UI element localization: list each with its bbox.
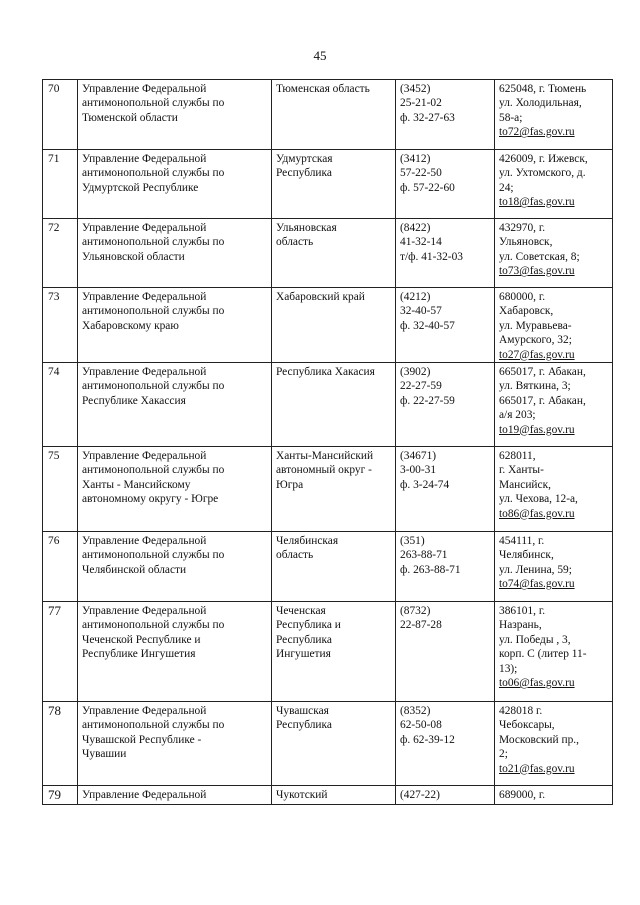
- table-row: [43, 80, 613, 150]
- table-row: [43, 447, 613, 532]
- phone-cell-line: ф. 57-22-60: [400, 181, 455, 194]
- address-cell-line: 454111, г.: [499, 535, 545, 548]
- page-number: 45: [313, 48, 327, 63]
- phone-cell-line: (8352): [400, 705, 431, 718]
- office-name-cell: [78, 532, 272, 602]
- phone-cell-line: 32-40-57: [400, 305, 442, 318]
- address-cell-line: 665017, г. Абакан,: [499, 394, 586, 407]
- region-cell-line: Югра: [276, 478, 304, 491]
- row-number-cell: 77: [43, 602, 78, 702]
- region-cell-line: Чеченская: [276, 605, 326, 618]
- office-name-cell-line: Тюменской области: [82, 111, 178, 124]
- phone-cell-line: (8732): [400, 605, 431, 618]
- phone-cell-line: (3902): [400, 366, 431, 379]
- row-number-cell: 74: [43, 363, 78, 447]
- phone-cell-line: 22-87-28: [400, 619, 442, 632]
- address-cell-line: ул. Ленина, 59;: [499, 563, 572, 576]
- region-cell-line: область: [276, 236, 314, 249]
- phone-cell-line: 22-27-59: [400, 380, 442, 393]
- address-cell: [495, 602, 613, 702]
- address-cell-line: 432970, г.: [499, 222, 546, 234]
- office-name-cell-line: Удмуртской Республике: [82, 181, 199, 194]
- phone-cell-line: (3452): [400, 83, 431, 95]
- office-name-cell-line: Управление Федеральной: [82, 535, 207, 548]
- region-cell: [272, 219, 396, 288]
- table-row: [43, 702, 613, 786]
- address-cell: [495, 363, 613, 447]
- address-cell-line: ул. Ухтомского, д.: [499, 167, 586, 180]
- phone-cell-line: 25-21-02: [400, 97, 442, 110]
- region-cell-line: Республика и: [276, 619, 341, 632]
- phone-cell-line: (34671): [400, 450, 437, 463]
- address-cell: [495, 532, 613, 602]
- phone-cell-line: (427-22): [400, 789, 440, 802]
- office-name-cell-line: Управление Федеральной: [82, 789, 207, 802]
- office-name-cell-line: антимонопольной службы по: [82, 719, 225, 732]
- office-name-cell-line: Хабаровскому краю: [82, 319, 179, 332]
- office-name-cell: [78, 702, 272, 786]
- address-cell-line: 24;: [499, 181, 514, 194]
- address-cell: [495, 702, 613, 786]
- table-row: [43, 363, 613, 447]
- email-link[interactable]: to21@fas.gov.ru: [499, 762, 575, 775]
- phone-cell-line: ф. 32-40-57: [400, 319, 455, 332]
- region-cell: [272, 288, 396, 363]
- address-cell-line: ул. Муравьева-: [499, 319, 572, 332]
- phone-cell-line: (3412): [400, 153, 431, 165]
- address-cell-line: Чебоксары,: [499, 719, 555, 732]
- address-cell-line: 625048, г. Тюмень: [499, 83, 587, 95]
- office-name-cell-line: Республике Ингушетия: [82, 648, 196, 661]
- table-row: [43, 150, 613, 219]
- phone-cell: [396, 80, 495, 150]
- phone-cell: [396, 363, 495, 447]
- address-cell-line: 665017, г. Абакан,: [499, 366, 586, 379]
- office-name-cell: [78, 786, 272, 805]
- phone-cell: [396, 150, 495, 219]
- office-name-cell-line: Чувашской Республике -: [82, 733, 202, 746]
- region-cell-line: Челябинская: [276, 535, 339, 548]
- phone-cell-line: 263-88-71: [400, 549, 448, 562]
- address-cell-line: ул. Советская, 8;: [499, 250, 580, 263]
- email-link[interactable]: to74@fas.gov.ru: [499, 578, 575, 591]
- office-name-cell: [78, 602, 272, 702]
- office-name-cell: [78, 447, 272, 532]
- phone-cell-line: ф. 22-27-59: [400, 394, 455, 407]
- region-cell-line: Республика Хакасия: [276, 366, 375, 379]
- table-row: [43, 532, 613, 602]
- office-name-cell-line: Управление Федеральной: [82, 83, 207, 95]
- phone-cell: [396, 447, 495, 532]
- office-name-cell-line: Ульяновской области: [82, 250, 185, 263]
- address-cell-line: ул. Холодильная,: [499, 97, 582, 110]
- address-cell-line: г. Ханты-: [499, 464, 544, 477]
- row-number-cell: 72: [43, 219, 78, 288]
- office-name-cell-line: антимонопольной службы по: [82, 167, 225, 180]
- region-cell: [272, 702, 396, 786]
- region-cell: [272, 786, 396, 805]
- office-name-cell-line: автономному округу - Югре: [82, 493, 219, 506]
- table-row: [43, 219, 613, 288]
- office-name-cell-line: Управление Федеральной: [82, 705, 207, 718]
- office-name-cell-line: Управление Федеральной: [82, 366, 207, 379]
- region-cell-line: Удмуртская: [276, 153, 333, 165]
- phone-cell-line: ф. 3-24-74: [400, 478, 450, 491]
- address-cell-line: ул. Чехова, 12-а,: [499, 493, 578, 506]
- address-cell-line: 2;: [499, 748, 508, 761]
- row-number-cell: 71: [43, 150, 78, 219]
- region-cell-line: Ульяновская: [276, 222, 337, 234]
- address-cell-line: Амурского, 32;: [499, 334, 572, 347]
- row-number-cell: 76: [43, 532, 78, 602]
- address-cell-line: 13);: [499, 662, 518, 675]
- region-cell: [272, 532, 396, 602]
- row-number-cell: 79: [43, 786, 78, 805]
- office-name-cell-line: Республике Хакассия: [82, 394, 186, 407]
- office-name-cell-line: антимонопольной службы по: [82, 464, 225, 477]
- address-cell-line: Хабаровск,: [499, 305, 554, 318]
- office-name-cell-line: антимонопольной службы по: [82, 97, 225, 110]
- address-cell: [495, 786, 613, 805]
- office-name-cell: [78, 80, 272, 150]
- phone-cell: [396, 786, 495, 805]
- region-cell: [272, 602, 396, 702]
- phone-cell: [396, 288, 495, 363]
- office-name-cell-line: антимонопольной службы по: [82, 305, 225, 318]
- office-name-cell-line: Управление Федеральной: [82, 605, 207, 618]
- address-cell-line: 689000, г.: [499, 789, 546, 802]
- phone-cell-line: т/ф. 41-32-03: [400, 250, 463, 263]
- office-name-cell-line: Управление Федеральной: [82, 222, 207, 234]
- email-link[interactable]: to72@fas.gov.ru: [499, 126, 575, 139]
- address-cell-line: Челябинск,: [499, 549, 554, 562]
- office-name-cell-line: антимонопольной службы по: [82, 619, 225, 632]
- office-name-cell: [78, 363, 272, 447]
- phone-cell-line: 62-50-08: [400, 719, 442, 732]
- email-link[interactable]: to86@fas.gov.ru: [499, 507, 575, 520]
- address-cell: [495, 219, 613, 288]
- address-cell: [495, 80, 613, 150]
- region-cell: [272, 150, 396, 219]
- region-cell-line: область: [276, 549, 314, 562]
- office-name-cell-line: Управление Федеральной: [82, 450, 207, 463]
- table-row: [43, 602, 613, 702]
- email-link[interactable]: to73@fas.gov.ru: [499, 265, 575, 278]
- address-cell-line: а/я 203;: [499, 409, 536, 422]
- row-number-cell: 75: [43, 447, 78, 532]
- phone-cell-line: ф. 62-39-12: [400, 733, 455, 746]
- phone-cell: [396, 532, 495, 602]
- region-cell-line: Республика: [276, 719, 332, 732]
- row-number-cell: 73: [43, 288, 78, 363]
- region-cell: [272, 363, 396, 447]
- address-cell-line: 628011,: [499, 450, 536, 463]
- email-link[interactable]: to27@fas.gov.ru: [499, 348, 575, 361]
- office-name-cell: [78, 150, 272, 219]
- office-name-cell-line: антимонопольной службы по: [82, 236, 225, 249]
- region-cell-line: Тюменская область: [276, 83, 370, 95]
- office-name-cell: [78, 288, 272, 363]
- phone-cell-line: (351): [400, 535, 425, 548]
- region-cell-line: Республика: [276, 167, 332, 180]
- office-name-cell-line: Челябинской области: [82, 563, 187, 576]
- phone-cell-line: 3-00-31: [400, 464, 437, 477]
- fas-offices-table: [42, 79, 613, 805]
- region-cell-line: Республика: [276, 633, 332, 646]
- office-name-cell-line: Управление Федеральной: [82, 291, 207, 303]
- address-cell-line: 680000, г.: [499, 291, 546, 303]
- office-name-cell-line: антимонопольной службы по: [82, 549, 225, 562]
- region-cell-line: Ханты-Мансийский: [276, 450, 374, 463]
- office-name-cell-line: Чеченской Республике и: [82, 633, 201, 646]
- office-name-cell-line: Ханты - Мансийскому: [82, 478, 191, 491]
- row-number-cell: 70: [43, 80, 78, 150]
- address-cell: [495, 150, 613, 219]
- address-cell-line: 428018 г.: [499, 705, 543, 718]
- phone-cell-line: ф. 32-27-63: [400, 111, 455, 124]
- office-name-cell: [78, 219, 272, 288]
- region-cell-line: Чувашская: [276, 705, 329, 718]
- address-cell: [495, 447, 613, 532]
- region-cell: [272, 80, 396, 150]
- address-cell-line: Мансийск,: [499, 478, 551, 491]
- table-row: [43, 288, 613, 363]
- address-cell-line: Назрань,: [499, 619, 542, 632]
- address-cell-line: ул. Победы , 3,: [499, 633, 571, 646]
- phone-cell: [396, 602, 495, 702]
- address-cell-line: 58-а;: [499, 111, 523, 124]
- email-link[interactable]: to18@fas.gov.ru: [499, 196, 575, 209]
- phone-cell: [396, 702, 495, 786]
- office-name-cell-line: Чувашии: [82, 748, 127, 761]
- email-link[interactable]: to06@fas.gov.ru: [499, 677, 575, 690]
- address-cell-line: корп. С (литер 11-: [499, 648, 587, 661]
- office-name-cell-line: Управление Федеральной: [82, 153, 207, 165]
- email-link[interactable]: to19@fas.gov.ru: [499, 423, 575, 436]
- region-cell-line: Чукотский: [276, 789, 328, 802]
- table-body: [43, 80, 613, 805]
- region-cell-line: автономный округ -: [276, 464, 372, 477]
- region-cell: [272, 447, 396, 532]
- phone-cell-line: 57-22-50: [400, 167, 442, 180]
- phone-cell-line: 41-32-14: [400, 236, 442, 249]
- address-cell-line: ул. Вяткина, 3;: [499, 380, 571, 393]
- phone-cell-line: (4212): [400, 291, 431, 303]
- office-name-cell-line: антимонопольной службы по: [82, 380, 225, 393]
- address-cell: [495, 288, 613, 363]
- table-row: [43, 786, 613, 805]
- address-cell-line: Московский пр.,: [499, 733, 579, 746]
- address-cell-line: 386101, г.: [499, 605, 546, 618]
- region-cell-line: Хабаровский край: [276, 291, 365, 303]
- phone-cell-line: ф. 263-88-71: [400, 563, 461, 576]
- phone-cell-line: (8422): [400, 222, 431, 234]
- region-cell-line: Ингушетия: [276, 648, 331, 661]
- address-cell-line: Ульяновск,: [499, 236, 553, 249]
- row-number-cell: 78: [43, 702, 78, 786]
- phone-cell: [396, 219, 495, 288]
- address-cell-line: 426009, г. Ижевск,: [499, 153, 588, 165]
